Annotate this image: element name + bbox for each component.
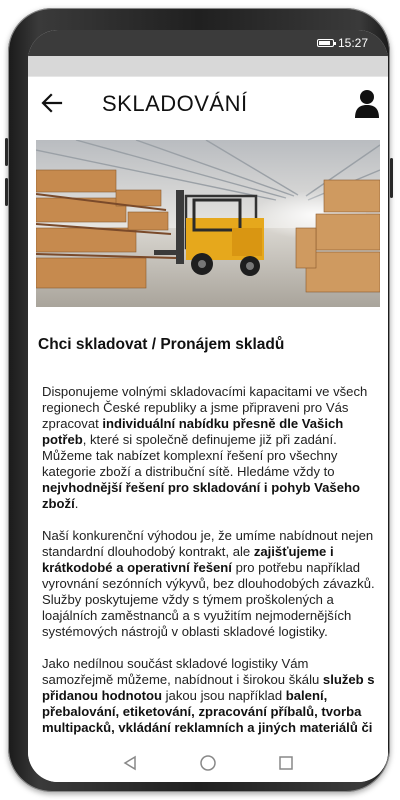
status-time: 15:27 [337,36,368,50]
content-area[interactable] [28,310,388,744]
text-run: jakou jsou například [162,688,286,703]
text-run: , které si společně definujeme již při zadání. Můžeme tak nabízet komplexní řešení pro všechny kategorie zboží a distribuční sítě. Hledáme vždy to [42,432,338,479]
text-run: Disponujeme volnými skladovacími kapacitami ve všech regionech České republiky a jsme připraveni pro Vás zpracovat [42,384,368,431]
text-run: . [74,496,79,511]
nav-back-button[interactable] [120,753,140,773]
battery-icon [317,39,334,47]
section-title: Chci skladovat / Pronájem skladů [38,336,285,353]
text-run: pro potřebu například vyrovnání sezónních výkyvů, bez dlouhodobých závazků. Služby poskytujeme vždy s týmem proškolených a loajálních zaměstnanců a s využitím nejmodernějších systémových nástrojů v oblasti skladové logistiky. [42,560,375,639]
nav-recents-button[interactable] [276,753,296,773]
user-icon [354,89,380,119]
text-run-bold: zajišťujeme i krátkodobé a operativní řešení [42,544,334,575]
system-nav-bar [28,744,388,782]
circle-home-icon [199,754,217,772]
article-paragraph [42,384,378,512]
arrow-left-icon [41,92,63,114]
volume-button [5,178,8,206]
hero-image [36,140,380,307]
nav-home-button[interactable] [198,753,218,773]
article-paragraph [42,656,378,736]
page-title: SKLADOVÁNÍ [102,91,248,116]
phone-frame [8,8,390,792]
text-run-bold: balení, přebalování, etiketování, zpracování příbalů, tvorba multipacků, vkládání reklamních a jiných materiálů či [42,688,373,735]
forklift-warehouse-photo [36,140,380,307]
text-run-bold: nejvhodnější řešení pro skladování i pohyb Vašeho zboží [42,480,360,511]
text-run-bold: individuální nabídku přesně dle Vašich potřeb [42,416,344,447]
app-bar [28,76,388,131]
back-button[interactable] [38,89,66,117]
screen [28,30,388,782]
volume-button [5,138,8,166]
app-top-band [28,56,388,76]
triangle-back-icon [122,755,138,771]
article-paragraph [42,528,378,640]
user-button[interactable] [354,89,380,119]
power-button [390,158,393,198]
text-run: Naší konkurenční výhodou je, že umíme nabídnout nejen standardní dlouhodobý kontrakt, ale [42,528,374,559]
text-run: Jako nedílnou součást skladové logistiky Vám samozřejmě můžeme, nabídnout i širokou škálu [42,656,323,687]
article-text [42,384,378,744]
text-run-bold: služeb s přidanou hodnotou [42,672,375,703]
status-bar [28,30,388,56]
square-recents-icon [278,755,294,771]
